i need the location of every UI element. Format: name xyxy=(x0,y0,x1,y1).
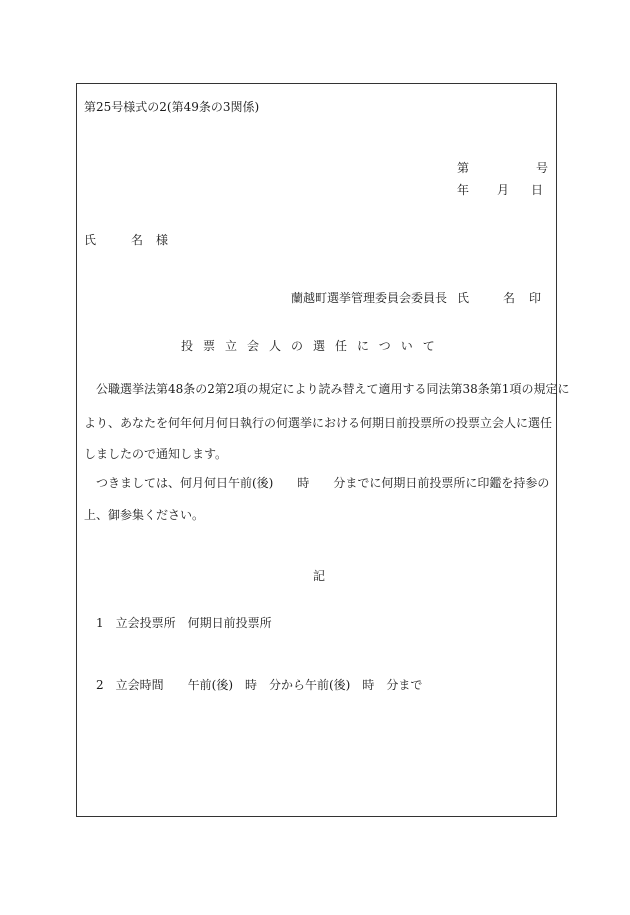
addressee-name-label: 名 xyxy=(131,233,144,247)
body-line-5: 上、御参集ください。 xyxy=(84,508,205,522)
subject-heading: 投票立会人の選任について xyxy=(181,339,445,353)
date-day-label: 日 xyxy=(531,183,544,197)
document-number-label-dai: 第 xyxy=(457,161,470,175)
item-attendance-time: 2 立会時間 午前(後) 時 分から午前(後) 時 分まで xyxy=(96,678,423,692)
date-month-label: 月 xyxy=(497,183,510,197)
body-line-4: つきましては、何月何日午前(後) 時 分までに何期日前投票所に印鑑を持参の xyxy=(96,476,550,490)
sender-name-label: 名 xyxy=(503,291,516,305)
body-line-3: しましたので通知します。 xyxy=(84,447,228,461)
date-year-label: 年 xyxy=(457,183,470,197)
ki-heading: 記 xyxy=(313,569,326,583)
addressee-surname-label: 氏 xyxy=(84,233,97,247)
addressee-honorific: 様 xyxy=(156,233,169,247)
document-page xyxy=(76,83,570,817)
item-polling-place: 1 立会投票所 何期日前投票所 xyxy=(96,616,272,630)
document-number-label-go: 号 xyxy=(536,161,549,175)
sender-seal-mark: 印 xyxy=(529,291,542,305)
form-number: 第25号様式の2(第49条の3関係) xyxy=(84,100,260,114)
body-line-1: 公職選挙法第48条の2第2項の規定により読み替えて適用する同法第38条第1項の規定に xyxy=(96,382,570,396)
body-line-2: より、あなたを何年何月何日執行の何選挙における何期日前投票所の投票立会人に選任 xyxy=(84,416,553,430)
sender-title: 蘭越町選挙管理委員会委員長 xyxy=(291,291,448,305)
sender-surname-label: 氏 xyxy=(457,291,470,305)
